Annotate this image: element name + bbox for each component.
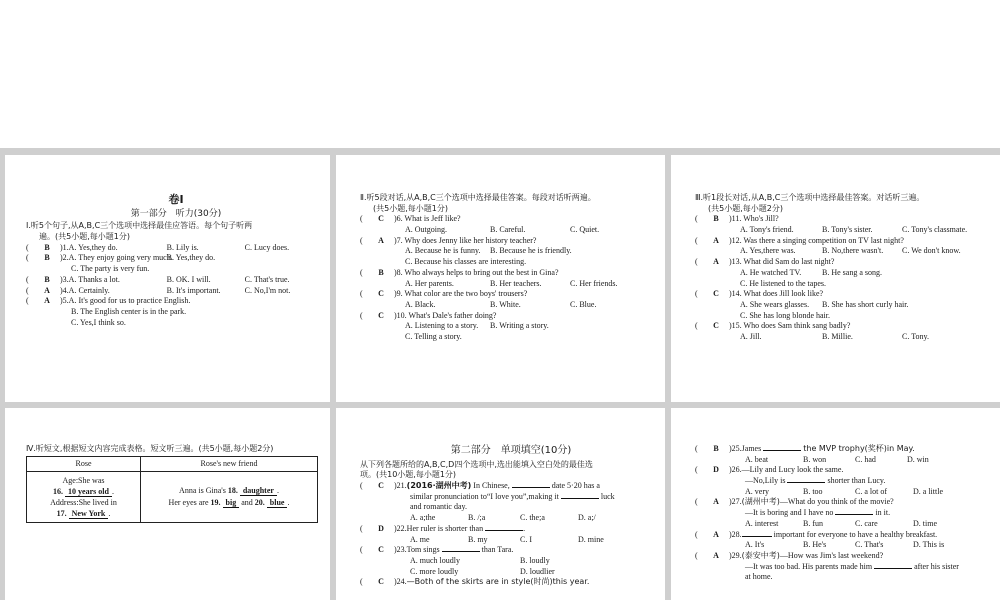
completion-table [26,456,318,524]
q14-option-a: A. She wears glasses. [740,299,810,309]
part2-instruction: 从下列各题所给的A,B,C,D四个选项中,选出能填入空白处的最佳选 [360,459,593,469]
rose-age-label: Age:She was [62,476,105,486]
q28-text1: important for everyone to have a healthy breakfast. [773,529,938,539]
q2-option-a: A. They enjoy going very much. [68,253,173,263]
table-cell-friend: Anna is Gina's 18. daughter . Her eyes are 19. big and 20. blue . [141,472,318,523]
question-28: ( A )28. important for everyone to have a healthy breakfast. [695,529,938,539]
question-26: ( D )26.—Lily and Lucy look the same. [695,465,844,475]
q23-option-c: C. more loudly [410,566,459,576]
q7-option-c: C. Because his classes are interesting. [405,257,527,267]
q14-option-c: C. She has long blonde hair. [740,310,830,320]
q22-option-d: D. mine [578,534,604,544]
q15-stem: )15. Who does Sam think sang badly? [729,321,851,331]
q13-stem: )13. What did Sam do last night? [729,257,835,267]
q27-option-a: A. interest [745,518,779,528]
q7-stem: )7. Why does Jenny like her history teacher? [394,235,537,245]
q2-option-b: B. Yes,they do. [166,253,216,263]
left-gutter [0,148,5,600]
q23-text1: Tom sings [406,545,440,555]
q11-stem: )11. Who's Jill? [729,214,779,224]
q1-option-c: C. Lucy does. [244,242,290,252]
q21-text4: luck [600,491,615,501]
friend-line1: Anna is Gina's [179,486,226,496]
paren: ( [360,214,363,224]
q26-option-a: A. very [745,486,769,496]
q12-stem: )12. Was there a singing competition on TV last night? [729,235,904,245]
q1-option-a: A. Yes,they do. [68,242,118,252]
q27-text1: —What do you think of the movie? [779,497,894,507]
q28-option-a: A. It's [745,540,765,550]
q18-answer: daughter [240,486,277,496]
table-header-rose: Rose [27,456,141,472]
q25-option-b: B. won [803,454,827,464]
panel-part2-a [360,444,662,600]
q10-answer: C [378,310,384,320]
volume-title: 卷Ⅰ [168,193,184,206]
q29-text4: at home. [745,572,773,582]
q3-option-c: C. That's true. [244,274,290,284]
q29-text3: after his sister [914,561,959,571]
section1-instruction: Ⅰ.听5个句子,从A,B,C三个选项中选择最佳应答语。每个句子听两 [26,221,253,231]
q12-answer: A [713,235,719,245]
q2-option-c: C. The party is very fun. [71,264,150,274]
q5-stem: )5. [60,296,69,306]
q27-answer: A [713,497,719,507]
q24-text1: —Both of the skirts are in style(时尚)this year. [406,577,590,587]
q22-answer: D [378,523,384,533]
q8-option-a: A. Her parents. [405,278,454,288]
q25-text1: James [741,444,762,453]
q5-option-b: B. The English center is in the park. [71,306,187,316]
q3-option-a: A. Thanks a lot. [68,274,120,284]
q29-text2: —It was too bad. His parents made him [745,561,873,571]
q6-stem: )6. What is Jeff like? [394,214,461,224]
q15-answer: C [713,321,719,331]
q8-answer: B [378,267,384,277]
q13-option-b: B. He sang a song. [822,267,882,277]
q12-option-b: B. No,there wasn't. [822,246,884,256]
q26-option-b: B. too [803,486,823,496]
q13-option-a: A. He watched TV. [740,267,802,277]
q3-option-b: B. OK. I will. [166,274,211,284]
question-1 [26,243,326,254]
q11-answer: B [713,214,719,224]
q27-option-c: C. care [855,518,878,528]
q19-answer: big [223,498,240,508]
q22-option-b: B. my [468,534,488,544]
paren: ( [26,274,29,284]
q20-number: 20. [254,498,265,508]
question-6 [360,214,660,225]
section3-instruction: Ⅲ.听1段长对话,从A,B,C三个选项中选择最佳答案。对话听三遍。 [695,193,925,202]
q25-option-d: D. win [907,454,929,464]
q28-number: 28 [731,529,740,539]
rose-address-label: Address:She lived in [50,498,117,508]
q9-option-b: B. White. [490,299,521,309]
q6-option-a: A. Outgoing. [405,225,447,235]
q4-option-a: A. Certainly. [68,285,110,295]
q27-option-b: B. fun [803,518,823,528]
q23-option-a: A. much loudly [410,555,460,565]
q10-option-a: A. Listening to a story. [405,321,479,331]
q2-stem: )2. [60,253,69,263]
table-cell-rose: Age:She was 16. 10 years old . Address:She lived in 17. New York . [27,472,141,523]
question-24: ( C )24.—Both of the skirts are in style(时尚)this year. [360,577,590,587]
paren: ( [360,235,363,245]
q26-option-d: D. a little [913,486,943,496]
q1-stem: )1. [60,242,69,252]
q5-answer: A [44,296,50,306]
q9-option-c: C. Blue. [570,299,597,309]
q7-option-a: A. Because he is funny. [405,246,481,256]
q19-number: 19. [210,498,221,508]
question-12 [695,236,995,247]
panel-listening-section-4 [26,444,326,594]
q4-option-b: B. It's important. [166,285,221,295]
q15-option-c: C. Tony. [902,331,929,341]
q25-answer: B [713,444,719,453]
paren: ( [26,296,29,306]
q27-option-d: D. time [913,518,937,528]
q21-option-a: A. a;the [410,513,436,523]
q25-option-c: C. had [855,454,876,464]
q12-option-c: C. We don't know. [902,246,961,256]
q8-option-c: C. Her friends. [570,278,618,288]
q4-answer: A [44,285,50,295]
question-23: ( C )23.Tom sings than Tara. [360,545,514,555]
section3-instruction-cont: (共5小题,每小题2分) [708,203,783,213]
q16-number: 16. [53,487,64,497]
section2-instruction-cont: (共5小题,每小题1分) [373,203,448,213]
q21-option-d: D. a;/ [578,513,596,523]
q25-text2: the MVP trophy(奖杯)in May. [803,444,915,453]
q18-number: 18. [227,486,238,496]
paren: ( [695,257,698,267]
q27-number: 27 [731,497,740,507]
paren: ( [26,242,29,252]
paren: ( [695,289,698,299]
q28-option-d: D. This is [913,540,945,550]
section4-instruction: Ⅳ.听短文,根据短文内容完成表格。短文听三遍。(共5小题,每小题2分) [26,444,274,453]
panel-listening-section-3 [695,193,995,398]
q13-answer: A [713,257,719,267]
q20-answer: blue [267,498,288,508]
q23-answer: C [378,545,384,555]
question-5 [26,296,326,307]
q9-stem: )9. What color are the two boys' trousers? [394,289,528,299]
q21-text5: and romantic day. [410,502,468,512]
q12-option-a: A. Yes,there was. [740,246,796,256]
q21-text2: date 5·20 has a [551,481,600,491]
q28-option-b: B. He's [803,540,827,550]
section1-questions [26,243,326,329]
q10-option-b: B. Writing a story. [490,321,549,331]
q6-option-c: C. Quiet. [570,225,600,235]
panel-listening-section-1 [26,190,326,400]
question-13 [695,257,995,268]
page-divider-top [0,148,1000,155]
page-divider-middle [0,402,1000,408]
and-word: and [241,498,253,508]
section3-questions [695,214,995,342]
q9-option-a: A. Black. [405,299,436,309]
section2-instruction: Ⅱ.听5段对话,从A,B,C三个选项中选择最佳答案。每段对话听两遍。 [360,193,596,202]
question-9 [360,289,660,300]
q5-option-a: A. It's good for us to practice English. [68,296,191,306]
q13-option-c: C. He listened to the tapes. [740,278,826,288]
q10-option-c: C. Telling a story. [405,331,462,341]
q23-option-b: B. loudly [520,555,550,565]
question-21: ( C )21.(2016·湖州中考) In Chinese, date 5·20 has a [360,481,600,491]
q29-source: (泰安中考) [741,550,780,560]
q16-answer: 10 years old [65,487,112,497]
q10-stem: )10. What's Dale's father doing? [394,310,497,320]
question-22: ( D )22.Her ruler is shorter than . [360,523,526,533]
section2-questions [360,214,660,342]
q21-option-c: C. the;a [520,513,545,523]
q8-stem: )8. Who always helps to bring out the best in Gina? [394,267,559,277]
question-2 [26,253,326,264]
q17-number: 17. [56,509,67,519]
q23-number: 23 [396,545,405,555]
friend-line2: Her eyes are [168,498,209,508]
q22-text1: Her ruler is shorter than [406,523,484,533]
question-8 [360,268,660,279]
q21-text1: In Chinese, [473,481,510,491]
gutter-2 [665,148,671,600]
q28-option-c: C. That's [855,540,884,550]
q7-answer: A [378,235,384,245]
q22-option-a: A. me [410,534,430,544]
q4-option-c: C. No,I'm not. [244,285,291,295]
question-27: ( A )27.(湖州中考)—What do you think of the movie? [695,497,894,507]
q3-stem: )3. [60,274,69,284]
q5-option-c: C. Yes,I think so. [71,317,126,327]
table-header-new-friend: Rose's new friend [141,456,318,472]
question-14 [695,289,995,300]
q25-option-a: A. beat [745,454,769,464]
q3-answer: B [44,274,50,284]
q11-option-c: C. Tony's classmate. [902,225,968,235]
paren: ( [26,285,29,295]
q1-option-b: B. Lily is. [166,242,199,252]
q26-text3: shorter than Lucy. [827,476,886,486]
q21-text3: similar pronunciation to“I love you”,making it [410,491,559,501]
q27-text3: in it. [875,508,891,518]
q14-option-b: B. She has short curly hair. [822,299,909,309]
q11-option-b: B. Tony's sister. [822,225,873,235]
q27-text2: —It is boring and I have no [745,508,834,518]
q26-option-c: C. a lot of [855,486,887,496]
q14-stem: )14. What does Jill look like? [729,289,824,299]
part1-title: 第一部分 听力(30分) [130,208,222,219]
q1-answer: B [44,242,50,252]
q25-number: 25 [731,444,740,453]
question-7 [360,236,660,247]
paren: ( [360,310,363,320]
q7-option-b: B. Because he is friendly. [490,246,572,256]
q21-source: (2016·湖州中考) [406,481,472,491]
q6-answer: C [378,214,384,224]
q23-option-d: D. loudlier [520,566,555,576]
q11-option-a: A. Tony's friend. [740,225,794,235]
paren: ( [26,253,29,263]
question-4 [26,286,326,297]
question-3 [26,275,326,286]
q29-answer: A [713,550,719,560]
q17-answer: New York [69,509,109,519]
part2-instruction-cont: 项。(共10小题,每小题1分) [360,470,457,480]
q21-option-b: B. /;a [468,513,486,523]
q6-option-b: B. Careful. [490,225,526,235]
question-15 [695,321,995,332]
q22-text2: . [523,523,526,533]
q29-number: 29 [731,550,740,560]
section1-instruction-cont: 遍。(共5小题,每小题1分) [39,232,130,242]
q26-number: 26 [731,465,740,475]
question-10 [360,311,660,322]
panel-listening-section-2 [360,193,660,398]
q27-source: (湖州中考) [741,497,780,507]
panel-part2-b [695,444,997,600]
q21-number: 21 [396,481,405,491]
q9-answer: C [378,289,384,299]
q21-answer: C [378,481,384,491]
paren: ( [360,267,363,277]
q22-number: 22 [396,523,405,533]
q2-answer: B [44,253,50,263]
q8-option-b: B. Her teachers. [490,278,542,288]
q28-answer: A [713,529,719,539]
q4-stem: )4. [60,285,69,295]
q24-number: 24 [396,577,405,587]
paren: ( [695,214,698,224]
gutter-1 [330,148,336,600]
question-11 [695,214,995,225]
q24-answer: C [378,577,384,587]
paren: ( [695,235,698,245]
q29-text1: —How was Jim's last weekend? [779,550,884,560]
q15-option-b: B. Millie. [822,331,853,341]
part2-title: 第二部分 单项填空(10分) [450,445,572,456]
q15-option-a: A. Jill. [740,331,762,341]
q22-option-c: C. I [520,534,532,544]
q14-answer: C [713,289,719,299]
q26-answer: D [713,465,719,475]
paren: ( [695,321,698,331]
paren: ( [360,289,363,299]
q26-text1: —Lily and Lucy look the same. [741,465,844,475]
question-29: ( A )29.(泰安中考)—How was Jim's last weekend? [695,550,884,560]
q26-text2: —No,Lily is [745,476,786,486]
q23-text2: than Tara. [481,545,514,555]
question-25: ( B )25.James the MVP trophy(奖杯)in May. [695,444,915,453]
